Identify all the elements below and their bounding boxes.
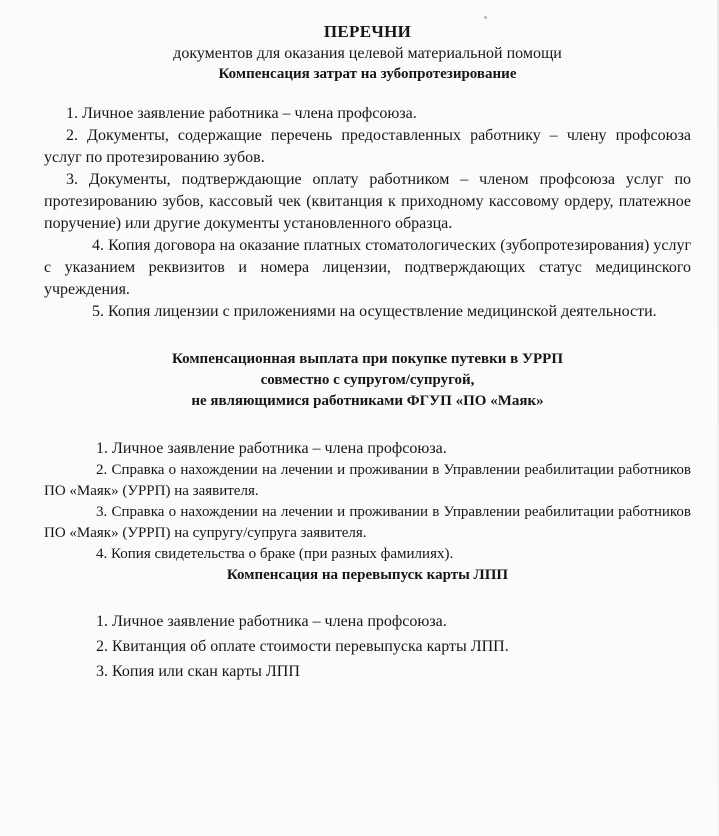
section-heading-line: не являющимися работниками ФГУП «ПО «Маяк» <box>191 393 544 409</box>
list-item: 4. Копия договора на оказание платных стоматологических (зубопротезирования) услуг с указанием реквизитов и номера лицензии, подтверждающих статус медицинского учреждения. <box>44 237 691 298</box>
list-item: 2. Квитанция об оплате стоимости перевыпуска карты ЛПП. <box>96 638 509 655</box>
section-heading <box>44 349 691 412</box>
section-heading-line: Компенсационная выплата при покупке путевки в УРРП <box>172 351 563 367</box>
section-card-reissue <box>44 565 691 684</box>
document-list <box>44 103 691 323</box>
document-title: ПЕРЕЧНИ <box>323 22 412 41</box>
list-item: 2. Справка о нахождении на лечении и проживании в Управлении реабилитации работников ПО «Маяк» (УРРП) на заявителя. <box>44 462 691 499</box>
list-item: 1. Личное заявление работника – члена профсоюза. <box>96 613 447 630</box>
document-list <box>44 438 691 565</box>
section-heading: Компенсация на перевыпуск карты ЛПП <box>226 567 509 583</box>
list-item: 5. Копия лицензии с приложениями на осуществление медицинской деятельности. <box>92 303 657 320</box>
section-heading: Компенсация затрат на зубопротезирование <box>218 66 517 82</box>
section-dental-compensation <box>44 64 691 323</box>
document-list <box>44 609 691 684</box>
list-item: 4. Копия свидетельства о браке (при разных фамилиях). <box>96 546 454 562</box>
document-subtitle: документов для оказания целевой материальной помощи <box>173 45 562 62</box>
list-item: 3. Документы, подтверждающие оплату работником – членом профсоюза услуг по протезированию зубов, кассовый чек (квитанция к приходному кассовому ордеру, платежное поручение) или другие документы установленного образца. <box>44 171 691 232</box>
list-item: 2. Документы, содержащие перечень предоставленных работнику – члену профсоюза услуг по протезированию зубов. <box>44 127 691 166</box>
list-item: 1. Личное заявление работника – члена профсоюза. <box>96 440 447 457</box>
section-heading-line: совместно с супругом/супругой, <box>260 372 475 388</box>
list-item: 3. Копия или скан карты ЛПП <box>96 663 300 680</box>
list-item: 3. Справка о нахождении на лечении и проживании в Управлении реабилитации работников ПО «Маяк» (УРРП) на супругу/супруга заявителя. <box>44 504 691 541</box>
section-voucher-compensation <box>44 349 691 565</box>
list-item: 1. Личное заявление работника – члена профсоюза. <box>66 105 417 122</box>
scan-speck <box>484 16 487 19</box>
